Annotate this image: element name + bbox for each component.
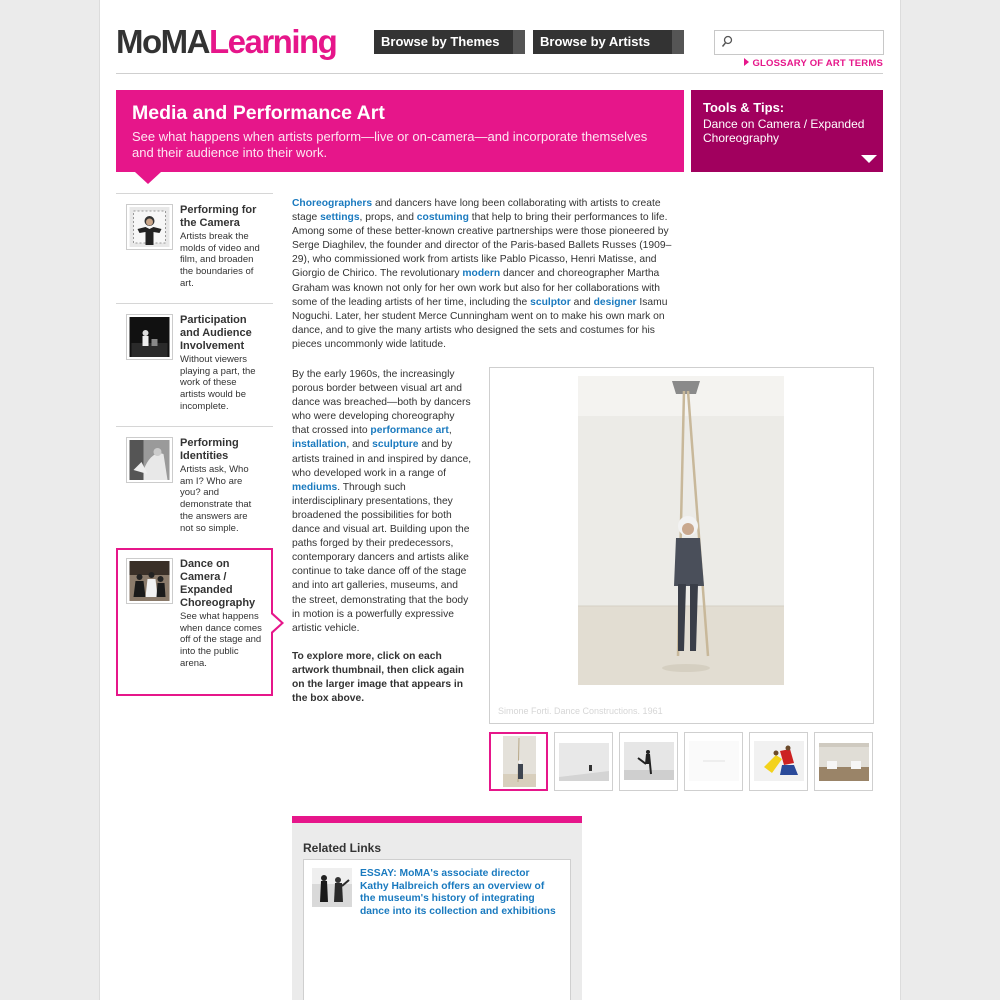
header-divider: [116, 73, 883, 74]
page-subtitle: See what happens when artists perform—live or on-camera—and incorporate themselves and their audience into their work.: [132, 129, 648, 160]
sidebar-thumbnail: [126, 437, 173, 483]
artwork-thumbnail[interactable]: [619, 732, 678, 791]
audience-image-icon: [129, 317, 170, 357]
artwork-thumbnail[interactable]: [554, 732, 613, 791]
chevron-down-icon: [861, 155, 877, 163]
blank-thumbnail-icon: [689, 741, 739, 781]
tips-text: Dance on Camera / Expanded Choreography: [703, 117, 865, 145]
body-text: By the early 1960s, the increasingly porous border between visual art and dance was breached—both by dancers who were developing choreography that crossed into: [292, 369, 471, 437]
related-link-thumbnail[interactable]: [312, 868, 352, 907]
glossary-link-costuming[interactable]: costuming: [416, 212, 469, 224]
glossary-link[interactable]: [700, 58, 883, 69]
related-links-list: [303, 859, 571, 1000]
gallery-rope-image-icon: [578, 376, 784, 685]
related-links-title: Related Links: [303, 841, 382, 855]
body-text: , and: [346, 439, 373, 451]
body-text: . Through such interdisciplinary presentations, they broadened the possibilities for both dance and visual art. Building upon the paths forged by their predecessors, contemporary dancers and artists alike continue to take dance off of the stage and into art galleries, museums, and the street, demonstrating that the body in motion is a powerfully expressive artistic vehicle.: [292, 481, 470, 634]
glossary-link-modern[interactable]: modern: [462, 268, 501, 280]
sidebar-item-dance-on-camera[interactable]: [116, 548, 273, 696]
search-icon: [721, 35, 733, 49]
intro-text: and: [570, 296, 594, 308]
sidebar-item-desc: See what happens when dance comes off of the stage and into the public arena.: [180, 611, 262, 669]
moma-learning-logo[interactable]: [116, 24, 336, 60]
artwork-thumbnails: [489, 732, 874, 792]
glossary-link-mediums[interactable]: mediums: [292, 481, 338, 493]
sidebar-thumbnail: [126, 204, 173, 250]
intro-text: that help to bring their performances to life. Among some of these better-known creative partnerships were those pioneered by Serge Diaghilev, the founder and director of the Paris-based Ballets Russes (1909–29), who commissioned work from artists like Pablo Picasso, Henri Matisse, and Giorgio de Chirico. The revolutionary: [292, 212, 672, 280]
performers-thumbnail-icon: [754, 741, 804, 781]
dance-image-icon: [129, 561, 170, 601]
body-text: and by artists trained in and inspired by dance, who developed work in a range of: [292, 439, 472, 479]
glossary-link-sculptor[interactable]: sculptor: [530, 296, 571, 308]
sidebar-item-participation[interactable]: [116, 303, 273, 426]
artwork-thumbnail[interactable]: [684, 732, 743, 791]
glossary-link-sculpture[interactable]: sculpture: [372, 439, 419, 451]
banner-notch: [135, 172, 161, 184]
tools-tips-dropdown[interactable]: [691, 90, 883, 172]
page: [99, 0, 901, 1000]
related-essay-link[interactable]: ESSAY: MoMA's associate director Kathy Halbreich offers an overview of the museum's history of integrating dance into its collection and exhibitions: [360, 868, 556, 917]
explore-instructions: To explore more, click on each artwork thumbnail, then click again on the larger image that appears in the box above.: [292, 651, 465, 705]
rope-thumbnail-icon: [503, 736, 536, 787]
gallery-thumbnail-icon: [559, 743, 609, 781]
identity-image-icon: [129, 440, 170, 480]
logo-learning: Learning: [208, 23, 337, 60]
sidebar-item-title: Performing for the Camera: [180, 204, 257, 229]
sidebar-item-desc: Artists break the molds of video and film, and broaden the boundaries of art.: [180, 231, 260, 289]
related-links-panel: [292, 816, 582, 1000]
performer-image-icon: [129, 207, 170, 247]
glossary-link-settings[interactable]: settings: [320, 212, 360, 224]
browse-by-themes-button[interactable]: Browse by Themes: [374, 30, 525, 54]
sidebar-item-title: Participation and Audience Involvement: [180, 314, 252, 352]
artwork-large-image[interactable]: [578, 376, 784, 685]
sidebar-item-title: Dance on Camera / Expanded Choreography: [180, 558, 256, 609]
intro-text: , props, and: [359, 212, 417, 224]
browse-by-artists-button[interactable]: Browse by Artists: [533, 30, 684, 54]
glossary-link-choreographers[interactable]: Choreographers: [292, 198, 373, 209]
artwork-thumbnail[interactable]: [489, 732, 548, 791]
intro-text: Isamu Noguchi. Later, her student Merce Cunningham went on to make his own mark on dance, and to give the many artists who designed the sets and costumes for his pieces uncommonly wide latitude.: [292, 296, 668, 350]
sidebar-item-performing-identities[interactable]: [116, 426, 273, 548]
glossary-link-designer[interactable]: designer: [593, 296, 637, 308]
theme-banner: [116, 90, 684, 172]
glossary-link-performance-art[interactable]: performance art: [370, 425, 449, 437]
essay-thumbnail-icon: [312, 868, 352, 907]
artwork-caption: Simone Forti. Dance Constructions. 1961: [498, 706, 663, 716]
active-pointer-inner: [271, 614, 281, 632]
page-title: Media and Performance Art: [132, 102, 385, 124]
artwork-viewer[interactable]: [489, 367, 874, 724]
sidebar-thumbnail: [126, 314, 173, 360]
triangle-right-icon: [744, 58, 749, 66]
tips-label: Tools & Tips:: [703, 100, 785, 115]
sidebar: [116, 193, 273, 696]
sidebar-item-title: Performing Identities: [180, 437, 239, 462]
intro-text: dancer and choreographer Martha Graham was known not only for her own work but also for her collaborations with some of the leading artists of her time, including the: [292, 268, 661, 308]
artwork-thumbnail[interactable]: [749, 732, 808, 791]
search-input[interactable]: [714, 30, 884, 55]
installation-thumbnail-icon: [819, 743, 869, 781]
intro-paragraph: [292, 197, 687, 352]
sidebar-item-performing-for-the-camera[interactable]: [116, 193, 273, 303]
artwork-thumbnail[interactable]: [814, 732, 873, 791]
body-paragraph: [292, 368, 474, 636]
body-text: ,: [448, 425, 452, 437]
glossary-label: GLOSSARY OF ART TERMS: [752, 58, 883, 69]
intro-text: and dancers have long been collaborating with artists to create stage: [292, 198, 661, 224]
logo-moma: MoMA: [116, 23, 209, 60]
sidebar-item-desc: Artists ask, Who am I? Who are you? and demonstrate that the answers are not so simple.: [180, 464, 252, 534]
sidebar-thumbnail: [126, 558, 173, 604]
dancer-thumbnail-icon: [624, 742, 674, 780]
glossary-link-installation[interactable]: installation: [292, 439, 347, 451]
sidebar-item-desc: Without viewers playing a part, the work of these artists would be incomplete.: [180, 354, 256, 412]
